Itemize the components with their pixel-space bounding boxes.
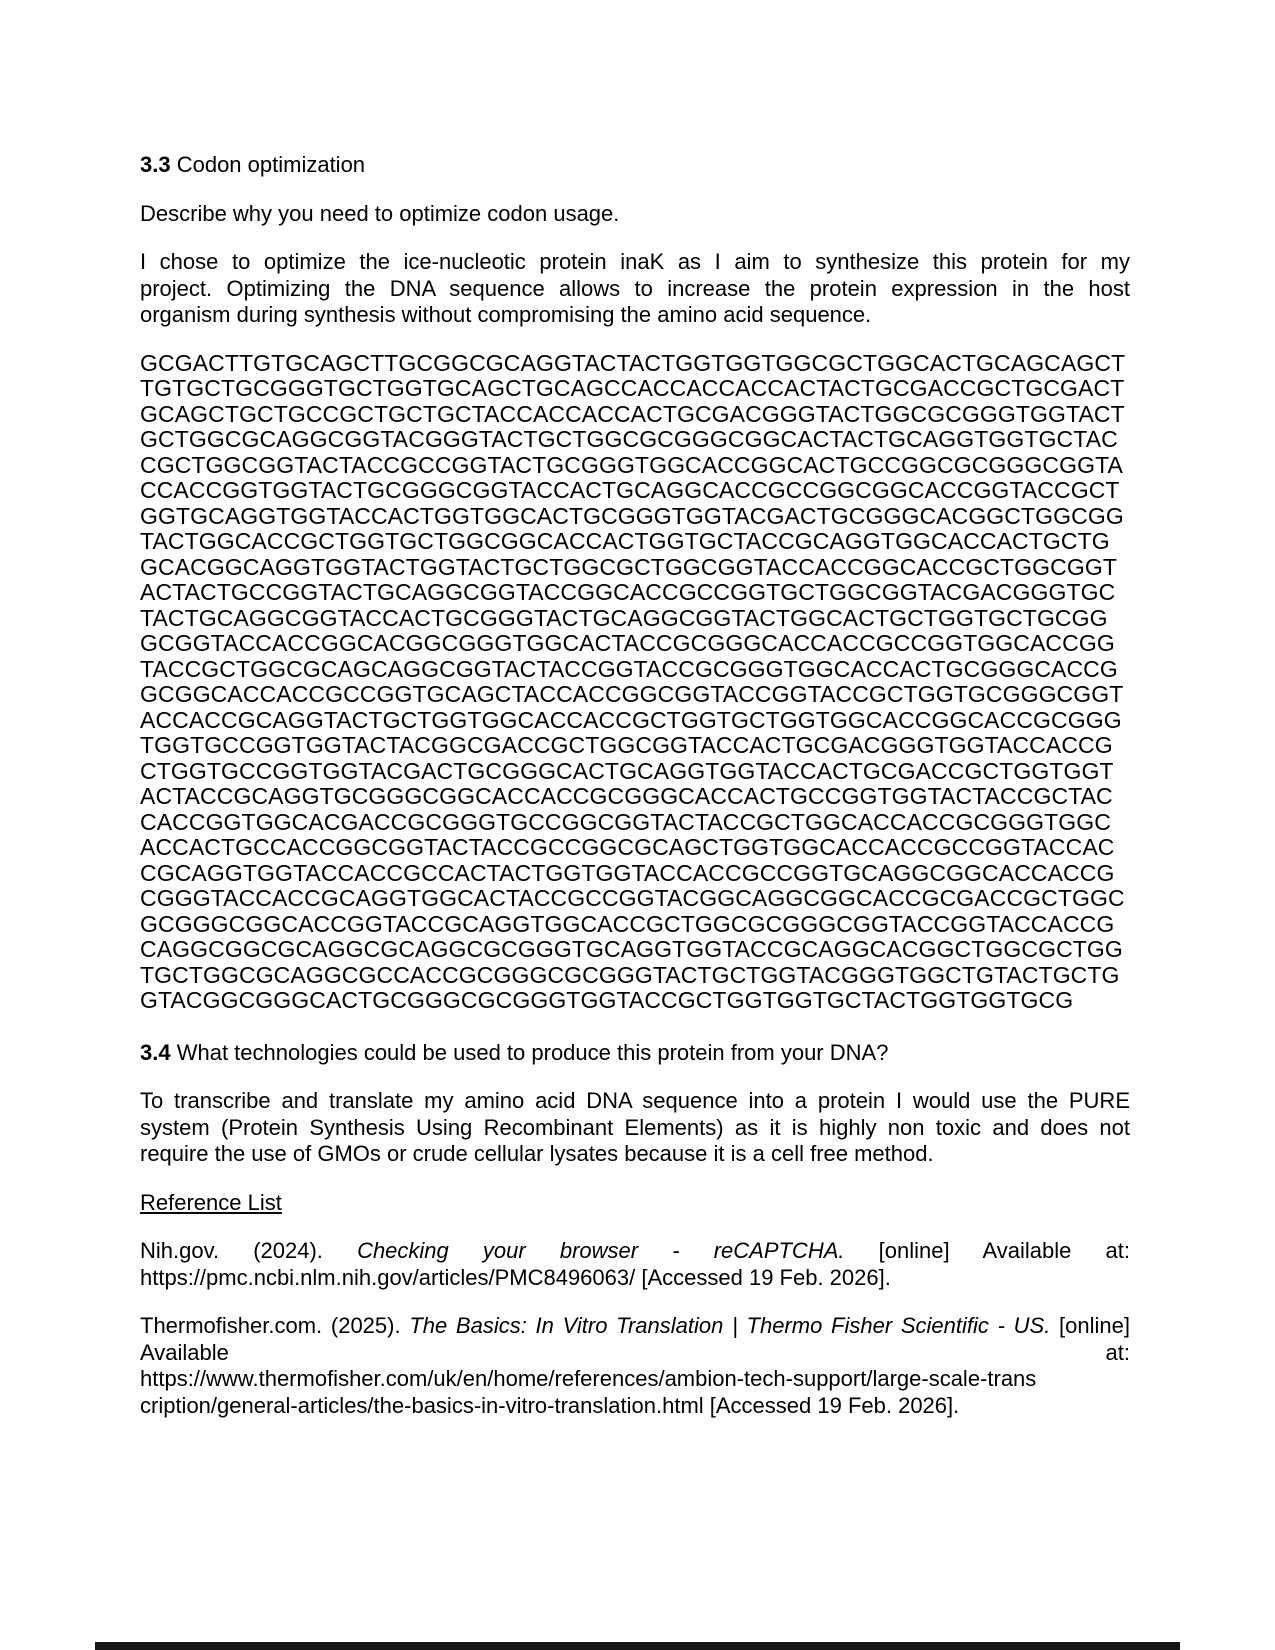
text-line: project. Optimizing the DNA sequence allows to increase the protein expression in the host [140, 275, 1130, 301]
document-content [140, 152, 1130, 1441]
reference-2-url-part-1: https://www.thermofisher.com/uk/en/home/references/ambion-tech-support/large-scale-trans [140, 1366, 1037, 1391]
text-line: GCGACTTGTGCAGCTTGCGGCGCAGGTACTACTGGTGGTGGCGCTGGCACTGCAGCAGCT [140, 350, 1126, 376]
reference-1-title: Checking your browser - reCAPTCHA. [357, 1238, 845, 1263]
reference-2-title: The Basics: In Vitro Translation | Thermo Fisher Scientific - US. [409, 1313, 1051, 1338]
text-line: GCGGTACCACCGGCACGGCGGGTGGCACTACCGCGGGCACCACCGCCGGTGGCACCGG [140, 631, 1115, 656]
text-line: CGCTGGCGGTACTACCGCCGGTACTGCGGGTGGCACCGGCACTGCCGGCGCGGGCGGTA [140, 452, 1123, 478]
text-line: CACCGGTGGCACGACCGCGGGTGCCGGCGGTACTACCGCTGGCACCACCGCGGGTGGC [140, 809, 1111, 835]
text-line: GCGGCACCACCGCCGGTGCAGCTACCACCGGCGGTACCGGTACCGCTGGTGCGGGCGGT [140, 682, 1124, 707]
text-line: GGTGCAGGTGGTACCACTGGTGGCACTGCGGGTGGTACGACTGCGGGCACGGCTGGCGG [140, 503, 1124, 529]
reference-2-available-label: Available [140, 1339, 229, 1365]
text-line: TGCTGGCGCAGGCGCCACCGCGGGCGCGGGTACTGCTGGTACGGGTGGCTGTACTGCTG [140, 962, 1120, 988]
section-3-4-number: 3.4 [140, 1039, 171, 1065]
text-line: CTGGTGCCGGTGGTACGACTGCGGGCACTGCAGGTGGTACCACTGCGACCGCTGGTGGT [140, 758, 1114, 784]
reference-1-url: https://pmc.ncbi.nlm.nih.gov/articles/PMC8496063/ [Accessed 19 Feb. 2026]. [140, 1264, 891, 1290]
reference-2-line-1 [140, 1313, 1130, 1340]
text-line: TACTGGCACCGCTGGTGCTGGCGGCACCACTGGTGCTACCGCAGGTGGCACCACTGCTG [140, 529, 1110, 554]
reference-2-online-tag: [online] [1050, 1313, 1130, 1338]
question-3-3: Describe why you need to optimize codon usage. [140, 200, 620, 226]
dna-sequence-block [140, 351, 1130, 1014]
text-line: ACTACCGCAGGTGCGGGCGGCACCACCGCGGGCACCACTGCCGGTGGTACTACCGCTAC [140, 784, 1113, 809]
reference-2-url-part-2: cription/general-articles/the-basics-in-vitro-translation.html [Accessed 19 Feb. 2026]. [140, 1392, 960, 1418]
answer-3-4-paragraph [140, 1088, 1130, 1168]
text-line: TACTGCAGGCGGTACCACTGCGGGTACTGCAGGCGGTACTGGCACTGCTGGTGCTGCGG [140, 605, 1108, 631]
reference-2-author: Thermofisher.com. (2025). [140, 1313, 410, 1338]
text-line: CAGGCGGCGCAGGCGCAGGCGCGGGTGCAGGTGGTACCGCAGGCACGGCTGGCGCTGG [140, 937, 1123, 962]
text-line: GCAGCTGCTGCCGCTGCTGCTACCACCACCACTGCGACGGGTACTGGCGCGGGTGGTACT [140, 401, 1125, 427]
text-line: ACTACTGCCGGTACTGCAGGCGGTACCGGCACCGCCGGTGCTGGCGGTACGACGGGTGC [140, 580, 1116, 605]
reference-1-line-1 [140, 1238, 1130, 1265]
text-line: GCTGGCGCAGGCGGTACGGGTACTGCTGGCGCGGGCGGCACTACTGCAGGTGGTGCTAC [140, 427, 1118, 452]
reference-1 [140, 1238, 1130, 1291]
section-3-3-heading [140, 152, 1130, 179]
text-line: GCACGGCAGGTGGTACTGGTACTGCTGGCGCTGGCGGTACCACCGGCACCGCTGGCGGT [140, 554, 1117, 580]
section-3-4-heading [140, 1040, 1130, 1067]
text-line: system (Protein Synthesis Using Recombinant Elements) as it is highly non toxic and does not [140, 1114, 1130, 1140]
reference-2-line-2 [140, 1340, 1130, 1367]
section-3-3-number: 3.3 [140, 152, 171, 177]
text-line: CCACCGGTGGTACTGCGGGCGGTACCACTGCAGGCACCGCCGGCGGCACCGGTACCGCT [140, 478, 1120, 503]
text-line: GTACGGCGGGCACTGCGGGCGCGGGTGGTACCGCTGGTGGTGCTACTGGTGGTGCG [140, 988, 1074, 1013]
reference-1-author: Nih.gov. (2024). [140, 1238, 358, 1263]
text-line: CGCAGGTGGTACCACCGCCACTACTGGTGGTACCACCGCCGGTGCAGGCGGCACCACCG [140, 860, 1115, 886]
text-line: GCGGGCGGCACCGGTACCGCAGGTGGCACCGCTGGCGCGGGCGGTACCGGTACCACCG [140, 911, 1115, 937]
text-line: ACCACTGCCACCGGCGGTACTACCGCCGGCGCAGCTGGTGGCACCACCGCCGGTACCAC [140, 835, 1115, 860]
text-line: TGGTGCCGGTGGTACTACGGCGACCGCTGGCGGTACCACTGCGACGGGTGGTACCACCG [140, 733, 1113, 758]
text-line: organism during synthesis without compromising the amino acid sequence. [140, 302, 872, 327]
reference-2 [140, 1313, 1130, 1419]
text-line: TGTGCTGCGGGTGCTGGTGCAGCTGCAGCCACCACCACCACTACTGCGACCGCTGCGACT [140, 376, 1125, 401]
text-line: I chose to optimize the ice-nucleotic protein inaK as I aim to synthesize this protein for my [140, 249, 1130, 274]
section-3-4-title: What technologies could be used to produce this protein from your DNA? [170, 1039, 889, 1065]
answer-3-3-paragraph [140, 249, 1130, 329]
section-3-3-title: Codon optimization [170, 152, 366, 177]
reference-list-heading: Reference List [140, 1189, 282, 1215]
text-line: ACCACCGCAGGTACTGCTGGTGGCACCACCGCTGGTGCTGGTGGCACCGGCACCGCGGG [140, 707, 1122, 733]
reference-1-availability: [online] Available at: [844, 1238, 1130, 1263]
page-bottom-gap-bar [95, 1642, 1180, 1650]
text-line: TACCGCTGGCGCAGCAGGCGGTACTACCGGTACCGCGGGTGGCACCACTGCGGGCACCG [140, 656, 1118, 682]
text-line: To transcribe and translate my amino acid DNA sequence into a protein I would use the PURE [140, 1088, 1130, 1113]
text-line: require the use of GMOs or crude cellular lysates because it is a cell free method. [140, 1141, 934, 1166]
reference-2-at-label: at: [1105, 1339, 1130, 1365]
text-line: CGGGTACCACCGCAGGTGGCACTACCGCCGGTACGGCAGGCGGCACCGCGACCGCTGGC [140, 886, 1125, 911]
